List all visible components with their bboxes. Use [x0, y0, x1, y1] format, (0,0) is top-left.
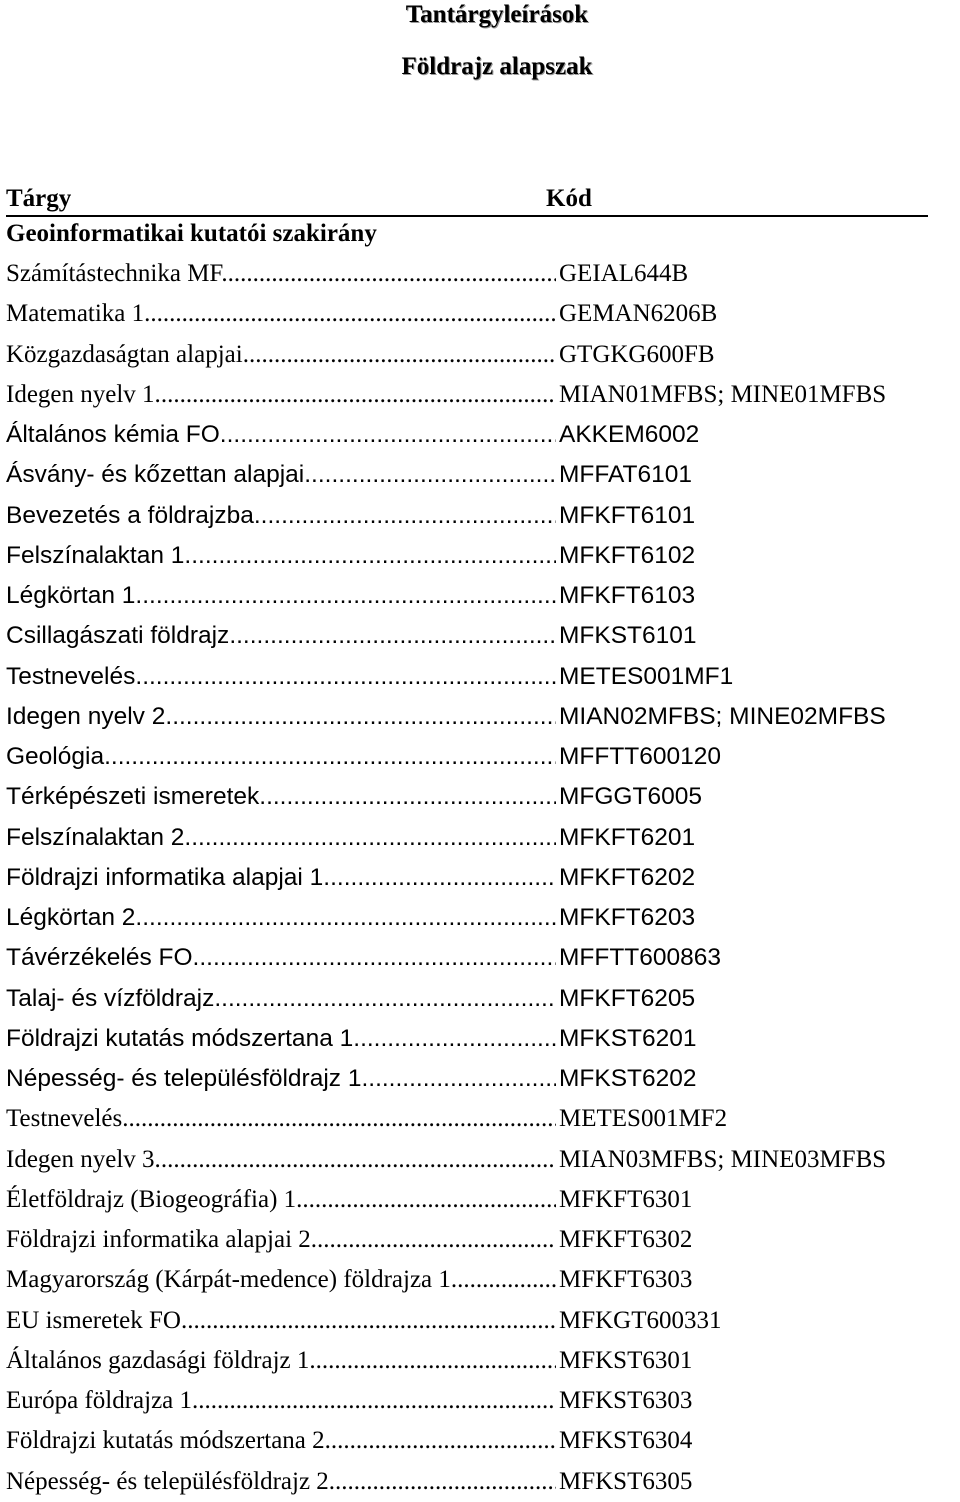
header-subject: Tárgy: [6, 185, 72, 212]
course-row: [6, 1140, 960, 1180]
course-subject: Talaj- és vízföldrajz .....: [6, 979, 556, 1019]
course-row: [6, 1059, 960, 1099]
course-code: MFKFT6302: [556, 1220, 692, 1260]
course-subject: Idegen nyelv 3. .....: [6, 1140, 556, 1180]
course-subject: Európa földrajza 1. .....: [6, 1381, 556, 1421]
course-code: MFKFT6201: [556, 818, 695, 858]
course-row: [6, 1462, 960, 1502]
header-code: Kód: [546, 185, 592, 212]
course-code: MFKST6304: [556, 1421, 692, 1461]
course-row: [6, 415, 960, 455]
course-code: MFKFT6202: [556, 858, 695, 898]
course-subject: Földrajzi kutatás módszertana 1. .....: [6, 1019, 556, 1059]
course-row: [6, 254, 960, 294]
course-row: [6, 1301, 960, 1341]
course-row: [6, 335, 960, 375]
course-code: MFKFT6205: [556, 979, 695, 1019]
course-subject: Népesség- és településföldrajz 2. .....: [6, 1462, 556, 1502]
course-row: [6, 657, 960, 697]
course-row: [6, 455, 960, 495]
course-row: [6, 858, 960, 898]
course-code: MFKFT6301: [556, 1180, 692, 1220]
course-row: [6, 1180, 960, 1220]
course-row: [6, 1019, 960, 1059]
course-row: [6, 536, 960, 576]
course-row: [6, 1099, 960, 1139]
course-code: MFGGT6005: [556, 777, 702, 817]
course-code: MFKST6301: [556, 1341, 692, 1381]
course-subject: Ásvány- és kőzettan alapjai .....: [6, 455, 556, 495]
course-row: [6, 818, 960, 858]
course-subject: Számítástechnika MF .....: [6, 254, 556, 294]
course-row: [6, 1260, 960, 1300]
course-row: [6, 737, 960, 777]
page-title: Tantárgyleírások: [405, 1, 589, 28]
course-code: MFKFT6303: [556, 1260, 692, 1300]
course-row: [6, 697, 960, 737]
course-row: [6, 294, 960, 334]
course-row: [6, 1341, 960, 1381]
course-row: [6, 375, 960, 415]
course-code: MIAN03MFBS; MINE03MFBS: [556, 1140, 886, 1180]
section-heading: Geoinformatikai kutatói szakirány: [6, 220, 377, 247]
course-subject: Geológia .....: [6, 737, 556, 777]
course-code: AKKEM6002: [556, 415, 699, 455]
course-subject: Felszínalaktan 2. .....: [6, 818, 556, 858]
course-subject: Térképészeti ismeretek .....: [6, 777, 556, 817]
course-code: MIAN01MFBS; MINE01MFBS: [556, 375, 886, 415]
course-row: [6, 777, 960, 817]
course-subject: Földrajzi informatika alapjai 1. .....: [6, 858, 556, 898]
page-subtitle: Földrajz alapszak: [401, 53, 593, 80]
course-subject: Matematika 1. .....: [6, 294, 556, 334]
course-code: MIAN02MFBS; MINE02MFBS: [556, 697, 886, 737]
course-code: METES001MF2: [556, 1099, 727, 1139]
course-code: MFKST6201: [556, 1019, 697, 1059]
course-code: MFFTT600120: [556, 737, 721, 777]
course-code: MFFTT600863: [556, 938, 721, 978]
course-subject: Felszínalaktan 1. .....: [6, 536, 556, 576]
course-code: MFKFT6101: [556, 496, 695, 536]
course-row: [6, 1381, 960, 1421]
course-code: MFKFT6103: [556, 576, 695, 616]
course-row: [6, 1421, 960, 1461]
course-subject: Közgazdaságtan alapjai .....: [6, 335, 556, 375]
course-subject: Általános kémia FO .....: [6, 415, 556, 455]
course-subject: Földrajzi kutatás módszertana 2. .....: [6, 1421, 556, 1461]
course-subject: Bevezetés a földrajzba .....: [6, 496, 556, 536]
course-subject: EU ismeretek FO .....: [6, 1301, 556, 1341]
course-subject: Idegen nyelv 1. .....: [6, 375, 556, 415]
course-code: GEIAL644B: [556, 254, 688, 294]
course-subject: Földrajzi informatika alapjai 2. .....: [6, 1220, 556, 1260]
course-list: [6, 254, 960, 1502]
course-row: [6, 616, 960, 656]
course-code: MFFAT6101: [556, 455, 692, 495]
course-code: MFKFT6203: [556, 898, 695, 938]
course-subject: Népesség- és településföldrajz 1. .....: [6, 1059, 556, 1099]
course-subject: Távérzékelés FO .....: [6, 938, 556, 978]
course-code: MFKST6101: [556, 616, 697, 656]
course-subject: Csillagászati földrajz .....: [6, 616, 556, 656]
course-subject: Idegen nyelv 2. .....: [6, 697, 556, 737]
course-code: MFKST6305: [556, 1462, 692, 1502]
course-row: [6, 1220, 960, 1260]
course-code: MFKST6303: [556, 1381, 692, 1421]
course-code: GTGKG600FB: [556, 335, 715, 375]
course-code: METES001MF1: [556, 657, 733, 697]
course-row: [6, 576, 960, 616]
course-code: MFKST6202: [556, 1059, 697, 1099]
course-code: MFKFT6102: [556, 536, 695, 576]
course-row: [6, 898, 960, 938]
course-subject: Légkörtan 1. .....: [6, 576, 556, 616]
course-row: [6, 938, 960, 978]
course-subject: Légkörtan 2. .....: [6, 898, 556, 938]
table-header: [6, 183, 928, 217]
course-code: GEMAN6206B: [556, 294, 717, 334]
course-row: [6, 979, 960, 1019]
course-row: [6, 496, 960, 536]
course-subject: Magyarország (Kárpát-medence) földrajza 1. .....: [6, 1260, 556, 1300]
course-subject: Általános gazdasági földrajz 1. .....: [6, 1341, 556, 1381]
course-code: MFKGT600331: [556, 1301, 722, 1341]
course-subject: Testnevelés .....: [6, 1099, 556, 1139]
course-subject: Életföldrajz (Biogeográfia) 1. .....: [6, 1180, 556, 1220]
course-subject: Testnevelés .....: [6, 657, 556, 697]
